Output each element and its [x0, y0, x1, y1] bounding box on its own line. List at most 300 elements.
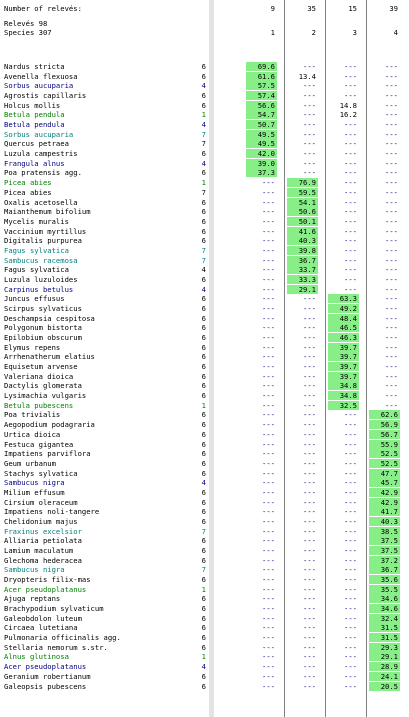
fidelity-cell-2: ---: [303, 391, 316, 401]
layer-code: 7: [201, 139, 206, 149]
layer-code: 6: [201, 487, 206, 497]
fidelity-cell-3: 48.4: [328, 314, 359, 323]
table-row[interactable]: [0, 130, 409, 139]
fidelity-cell-3: 32.5: [328, 401, 359, 410]
fidelity-cell-2: ---: [303, 429, 316, 439]
species-name: Agrostis capillaris: [4, 91, 87, 101]
fidelity-cell-2: ---: [303, 575, 316, 585]
table-row[interactable]: [0, 633, 409, 642]
table-row[interactable]: [0, 672, 409, 681]
fidelity-cell-4: 42.9: [369, 488, 400, 497]
fidelity-cell-3: 39.7: [328, 352, 359, 361]
table-row[interactable]: [0, 198, 409, 207]
releves-label: Relevés 98: [4, 19, 48, 28]
species-name: Fagus sylvatica: [4, 245, 69, 255]
fidelity-cell-3: ---: [344, 91, 357, 101]
layer-code: 6: [201, 507, 206, 517]
fidelity-cell-3: ---: [344, 197, 357, 207]
layer-code: 6: [201, 429, 206, 439]
fidelity-cell-3: 14.8: [339, 100, 357, 110]
table-row[interactable]: [0, 62, 409, 71]
header-species-row: [0, 28, 409, 37]
fidelity-cell-1: 56.6: [246, 101, 277, 110]
table-row[interactable]: [0, 381, 409, 390]
layer-code: 6: [201, 342, 206, 352]
table-row[interactable]: [0, 546, 409, 555]
fidelity-cell-2: ---: [303, 110, 316, 120]
species-name: Sambucus nigra: [4, 565, 65, 575]
fidelity-cell-1: 57.4: [246, 91, 277, 100]
table-row[interactable]: [0, 352, 409, 361]
fidelity-cell-3: ---: [344, 671, 357, 681]
fidelity-cell-2: ---: [303, 613, 316, 623]
fidelity-cell-2: ---: [303, 546, 316, 555]
fidelity-cell-4: 47.7: [369, 469, 400, 478]
fidelity-cell-1: ---: [262, 410, 275, 420]
species-name: Dactylis glomerata: [4, 381, 82, 391]
fidelity-cell-3: ---: [344, 584, 357, 594]
fidelity-cell-1: ---: [262, 642, 275, 652]
fidelity-cell-4: ---: [385, 81, 398, 91]
table-row[interactable]: [0, 227, 409, 236]
layer-code: 6: [201, 352, 206, 362]
fidelity-cell-1: 37.3: [246, 168, 277, 177]
species-name: Avenella flexuosa: [4, 71, 78, 81]
layer-code: 4: [201, 478, 206, 488]
fidelity-cell-2: ---: [303, 371, 316, 381]
fidelity-cell-2: ---: [303, 536, 316, 546]
fidelity-cell-1: ---: [262, 584, 275, 594]
fidelity-cell-3: ---: [344, 652, 357, 662]
fidelity-cell-3: 39.7: [328, 362, 359, 371]
layer-code: 6: [201, 294, 206, 304]
fidelity-cell-1: ---: [262, 449, 275, 459]
fidelity-cell-3: ---: [344, 420, 357, 430]
fidelity-cell-3: 46.3: [328, 333, 359, 342]
fidelity-cell-4: ---: [385, 381, 398, 391]
species-name: Arrhenatherum elatius: [4, 352, 95, 362]
layer-code: 6: [201, 468, 206, 478]
table-row[interactable]: [0, 168, 409, 177]
fidelity-cell-2: ---: [303, 362, 316, 372]
table-row[interactable]: [0, 188, 409, 197]
fidelity-cell-4: ---: [385, 158, 398, 168]
fidelity-cell-1: ---: [262, 333, 275, 343]
table-row[interactable]: [0, 314, 409, 323]
layer-code: 6: [201, 323, 206, 333]
fidelity-cell-2: ---: [303, 604, 316, 614]
table-row[interactable]: [0, 662, 409, 671]
fidelity-cell-4: ---: [385, 197, 398, 207]
fidelity-cell-4: ---: [385, 342, 398, 352]
table-row[interactable]: [0, 207, 409, 216]
fidelity-cell-2: ---: [303, 594, 316, 604]
table-row[interactable]: [0, 401, 409, 410]
fidelity-cell-3: ---: [344, 604, 357, 614]
layer-code: 6: [201, 555, 206, 565]
fidelity-cell-4: 29.3: [369, 643, 400, 652]
fidelity-cell-2: 59.5: [287, 188, 318, 197]
fidelity-cell-4: ---: [385, 362, 398, 372]
fidelity-cell-4: ---: [385, 62, 398, 71]
layer-code: 6: [201, 168, 206, 178]
table-row[interactable]: [0, 372, 409, 381]
table-row[interactable]: [0, 565, 409, 574]
fidelity-cell-4: ---: [385, 294, 398, 304]
table-row[interactable]: [0, 101, 409, 110]
table-row[interactable]: [0, 91, 409, 100]
fidelity-cell-1: 42.0: [246, 149, 277, 158]
fidelity-cell-4: ---: [385, 333, 398, 343]
fidelity-cell-3: ---: [344, 71, 357, 81]
fidelity-cell-4: 45.7: [369, 478, 400, 487]
fidelity-cell-1: 50.7: [246, 120, 277, 129]
fidelity-cell-2: ---: [303, 400, 316, 410]
species-name: Digitalis purpurea: [4, 236, 82, 246]
table-row[interactable]: [0, 285, 409, 294]
fidelity-cell-4: ---: [385, 168, 398, 178]
fidelity-cell-1: ---: [262, 255, 275, 265]
table-row[interactable]: [0, 139, 409, 148]
fidelity-cell-1: ---: [262, 487, 275, 497]
fidelity-cell-2: ---: [303, 313, 316, 323]
cluster-id-2: 2: [311, 28, 316, 37]
fidelity-cell-4: 29.1: [369, 652, 400, 661]
table-row[interactable]: [0, 623, 409, 632]
table-row[interactable]: [0, 265, 409, 274]
table-row[interactable]: [0, 527, 409, 536]
fidelity-cell-2: ---: [303, 420, 316, 430]
fidelity-cell-4: 62.6: [369, 410, 400, 419]
species-name: Betula pubescens: [4, 400, 74, 410]
layer-code: 4: [201, 81, 206, 91]
cluster-id-3: 3: [352, 28, 357, 37]
table-row[interactable]: [0, 469, 409, 478]
fidelity-cell-3: ---: [344, 516, 357, 526]
layer-code: 6: [201, 304, 206, 313]
fidelity-cell-2: ---: [303, 352, 316, 362]
table-row[interactable]: [0, 440, 409, 449]
fidelity-cell-2: 40.3: [287, 236, 318, 245]
layer-code: 6: [201, 197, 206, 207]
fidelity-cell-1: 69.6: [246, 62, 277, 71]
cluster-id-4: 4: [393, 28, 398, 37]
species-name: Vaccinium myrtillus: [4, 226, 87, 236]
fidelity-cell-3: ---: [344, 487, 357, 497]
table-row[interactable]: [0, 110, 409, 119]
table-row[interactable]: [0, 333, 409, 342]
fidelity-cell-3: ---: [344, 274, 357, 284]
table-row[interactable]: [0, 178, 409, 187]
fidelity-cell-4: 56.7: [369, 430, 400, 439]
table-row[interactable]: [0, 420, 409, 429]
fidelity-cell-4: ---: [385, 352, 398, 362]
layer-code: 1: [201, 652, 206, 662]
species-name: Glechoma hederacea: [4, 555, 82, 565]
fidelity-cell-2: ---: [303, 565, 316, 575]
fidelity-cell-3: ---: [344, 507, 357, 517]
fidelity-cell-4: 37.5: [369, 546, 400, 555]
species-name: Stellaria nemorum s.str.: [4, 642, 108, 652]
layer-code: 6: [201, 420, 206, 430]
fidelity-cell-4: ---: [385, 265, 398, 275]
fidelity-cell-4: 34.6: [369, 604, 400, 613]
fidelity-cell-2: ---: [303, 487, 316, 497]
fidelity-cell-3: ---: [344, 497, 357, 507]
fidelity-cell-3: ---: [344, 642, 357, 652]
table-row[interactable]: [0, 294, 409, 303]
layer-code: 4: [201, 662, 206, 672]
layer-code: 6: [201, 100, 206, 110]
layer-code: 6: [201, 642, 206, 652]
count-cluster-4: 39: [389, 4, 398, 13]
fidelity-cell-4: 37.5: [369, 536, 400, 545]
species-name: Circaea lutetiana: [4, 623, 78, 633]
fidelity-cell-1: ---: [262, 236, 275, 246]
fidelity-cell-4: ---: [385, 91, 398, 101]
table-row[interactable]: [0, 594, 409, 603]
table-row[interactable]: [0, 449, 409, 458]
species-name: Chelidonium majus: [4, 516, 78, 526]
layer-code: 7: [201, 255, 206, 265]
fidelity-cell-3: ---: [344, 555, 357, 565]
fidelity-cell-1: ---: [262, 681, 275, 691]
fidelity-cell-2: ---: [303, 129, 316, 139]
fidelity-cell-4: ---: [385, 178, 398, 188]
fidelity-cell-2: ---: [303, 681, 316, 691]
table-row[interactable]: [0, 236, 409, 245]
fidelity-cell-1: 57.5: [246, 81, 277, 90]
fidelity-cell-1: ---: [262, 294, 275, 304]
fidelity-cell-1: ---: [262, 468, 275, 478]
table-row[interactable]: [0, 81, 409, 90]
fidelity-cell-2: ---: [303, 149, 316, 159]
species-name: Ajuga reptans: [4, 594, 61, 604]
species-name: Mycelis muralis: [4, 216, 69, 226]
fidelity-cell-2: ---: [303, 168, 316, 178]
layer-code: 6: [201, 671, 206, 681]
species-name: Scirpus sylvaticus: [4, 304, 82, 313]
fidelity-cell-3: ---: [344, 468, 357, 478]
species-name: Picea abies: [4, 187, 52, 197]
fidelity-cell-3: ---: [344, 149, 357, 159]
table-row[interactable]: [0, 304, 409, 313]
fidelity-cell-4: 42.9: [369, 498, 400, 507]
fidelity-cell-2: ---: [303, 642, 316, 652]
fidelity-cell-1: ---: [262, 478, 275, 488]
layer-code: 6: [201, 681, 206, 691]
fidelity-cell-2: 54.1: [287, 198, 318, 207]
species-name: Fraxinus excelsior: [4, 526, 82, 536]
fidelity-cell-4: 40.3: [369, 517, 400, 526]
fidelity-cell-1: ---: [262, 458, 275, 468]
fidelity-cell-2: ---: [303, 120, 316, 130]
layer-code: 6: [201, 497, 206, 507]
fidelity-cell-2: ---: [303, 139, 316, 149]
fidelity-cell-2: ---: [303, 100, 316, 110]
fidelity-cell-1: 54.7: [246, 110, 277, 119]
species-name: Betula pendula: [4, 110, 65, 120]
fidelity-cell-3: ---: [344, 120, 357, 130]
species-name: Picea abies: [4, 178, 52, 188]
count-cluster-2: 35: [307, 4, 316, 13]
table-row[interactable]: [0, 217, 409, 226]
species-name: Juncus effusus: [4, 294, 65, 304]
fidelity-cell-3: ---: [344, 623, 357, 633]
fidelity-cell-2: ---: [303, 304, 316, 313]
table-row[interactable]: [0, 246, 409, 255]
layer-code: 6: [201, 371, 206, 381]
fidelity-cell-2: ---: [303, 294, 316, 304]
table-row[interactable]: [0, 410, 409, 419]
fidelity-cell-1: ---: [262, 362, 275, 372]
fidelity-cell-3: ---: [344, 216, 357, 226]
fidelity-cell-3: 39.7: [328, 343, 359, 352]
layer-code: 6: [201, 604, 206, 614]
fidelity-cell-1: ---: [262, 439, 275, 449]
species-name: Sorbus aucuparia: [4, 81, 74, 91]
table-row[interactable]: [0, 614, 409, 623]
fidelity-cell-3: ---: [344, 526, 357, 536]
fidelity-cell-3: 34.8: [328, 391, 359, 400]
fidelity-cell-2: ---: [303, 468, 316, 478]
fidelity-cell-2: ---: [303, 623, 316, 633]
species-name: Acer pseudoplatanus: [4, 662, 87, 672]
fidelity-cell-4: 38.5: [369, 527, 400, 536]
table-row[interactable]: [0, 556, 409, 565]
table-row[interactable]: [0, 575, 409, 584]
layer-code: 6: [201, 391, 206, 401]
layer-code: 4: [201, 158, 206, 168]
layer-code: 4: [201, 284, 206, 294]
fidelity-cell-3: ---: [344, 478, 357, 488]
species-name: Valeriana dioica: [4, 371, 74, 381]
species-name: Betula pendula: [4, 120, 65, 130]
fidelity-cell-4: 41.7: [369, 507, 400, 516]
layer-code: 7: [201, 187, 206, 197]
species-name: Festuca gigantea: [4, 439, 74, 449]
table-row[interactable]: [0, 585, 409, 594]
species-name: Luzula luzuloides: [4, 274, 78, 284]
layer-code: 7: [201, 129, 206, 139]
table-row[interactable]: [0, 488, 409, 497]
table-row[interactable]: [0, 430, 409, 439]
number-of-releves-label: Number of relevés:: [4, 4, 82, 13]
layer-code: 6: [201, 623, 206, 633]
fidelity-cell-4: ---: [385, 400, 398, 410]
species-name: Acer pseudoplatanus: [4, 584, 87, 594]
layer-code: 6: [201, 362, 206, 372]
layer-code: 6: [201, 91, 206, 101]
fidelity-cell-1: ---: [262, 536, 275, 546]
fidelity-cell-1: 49.5: [246, 139, 277, 148]
species-name: Holcus mollis: [4, 100, 61, 110]
fidelity-cell-2: ---: [303, 555, 316, 565]
species-name: Polygonum bistorta: [4, 323, 82, 333]
table-row[interactable]: [0, 682, 409, 691]
header-releves-row: [0, 19, 409, 28]
fidelity-cell-2: 50.1: [287, 217, 318, 226]
layer-code: 6: [201, 149, 206, 159]
species-name: Deschampsia cespitosa: [4, 313, 95, 323]
species-name: Impatiens noli-tangere: [4, 507, 100, 517]
fidelity-cell-2: 33.7: [287, 265, 318, 274]
fidelity-cell-2: ---: [303, 62, 316, 71]
fidelity-cell-3: ---: [344, 546, 357, 555]
fidelity-cell-3: ---: [344, 565, 357, 575]
species-name: Quercus petraea: [4, 139, 69, 149]
table-row[interactable]: [0, 498, 409, 507]
fidelity-cell-1: ---: [262, 613, 275, 623]
table-row[interactable]: [0, 362, 409, 371]
fidelity-cell-3: ---: [344, 449, 357, 459]
layer-code: 6: [201, 546, 206, 555]
fidelity-cell-2: ---: [303, 81, 316, 91]
species-label: Species 307: [4, 28, 52, 37]
fidelity-cell-4: ---: [385, 100, 398, 110]
fidelity-cell-3: ---: [344, 458, 357, 468]
table-row[interactable]: [0, 120, 409, 129]
layer-code: 6: [201, 381, 206, 391]
fidelity-cell-2: ---: [303, 478, 316, 488]
table-row[interactable]: [0, 275, 409, 284]
fidelity-cell-1: ---: [262, 594, 275, 604]
fidelity-cell-4: 56.9: [369, 420, 400, 429]
fidelity-cell-1: ---: [262, 352, 275, 362]
layer-code: 6: [201, 71, 206, 81]
species-name: Sorbus aucuparia: [4, 129, 74, 139]
table-row[interactable]: [0, 604, 409, 613]
fidelity-cell-1: ---: [262, 400, 275, 410]
fidelity-cell-2: ---: [303, 584, 316, 594]
count-cluster-1: 9: [270, 4, 275, 13]
table-row[interactable]: [0, 343, 409, 352]
table-row[interactable]: [0, 643, 409, 652]
layer-code: 4: [201, 120, 206, 130]
layer-code: 6: [201, 274, 206, 284]
species-name: Urtica dioica: [4, 429, 61, 439]
fidelity-cell-3: ---: [344, 81, 357, 91]
table-row[interactable]: [0, 72, 409, 81]
fidelity-cell-1: ---: [262, 284, 275, 294]
fidelity-cell-2: 36.7: [287, 256, 318, 265]
fidelity-cell-1: ---: [262, 342, 275, 352]
fidelity-cell-1: ---: [262, 420, 275, 430]
table-row[interactable]: [0, 478, 409, 487]
table-row[interactable]: [0, 507, 409, 516]
table-row[interactable]: [0, 536, 409, 545]
fidelity-cell-1: ---: [262, 265, 275, 275]
fidelity-cell-2: 39.8: [287, 246, 318, 255]
table-row[interactable]: [0, 159, 409, 168]
table-row[interactable]: [0, 323, 409, 332]
table-row[interactable]: [0, 459, 409, 468]
fidelity-cell-1: ---: [262, 391, 275, 401]
species-name: Geranium robertianum: [4, 671, 91, 681]
fidelity-cell-4: 20.5: [369, 682, 400, 691]
table-row[interactable]: [0, 652, 409, 661]
table-row[interactable]: [0, 517, 409, 526]
table-row[interactable]: [0, 391, 409, 400]
species-name: Galeobdolon luteum: [4, 613, 82, 623]
fidelity-cell-3: ---: [344, 255, 357, 265]
fidelity-cell-3: ---: [344, 681, 357, 691]
table-row[interactable]: [0, 149, 409, 158]
fidelity-cell-2: ---: [303, 633, 316, 643]
fidelity-cell-2: ---: [303, 410, 316, 420]
table-row[interactable]: [0, 256, 409, 265]
header-count-row: [0, 4, 409, 13]
